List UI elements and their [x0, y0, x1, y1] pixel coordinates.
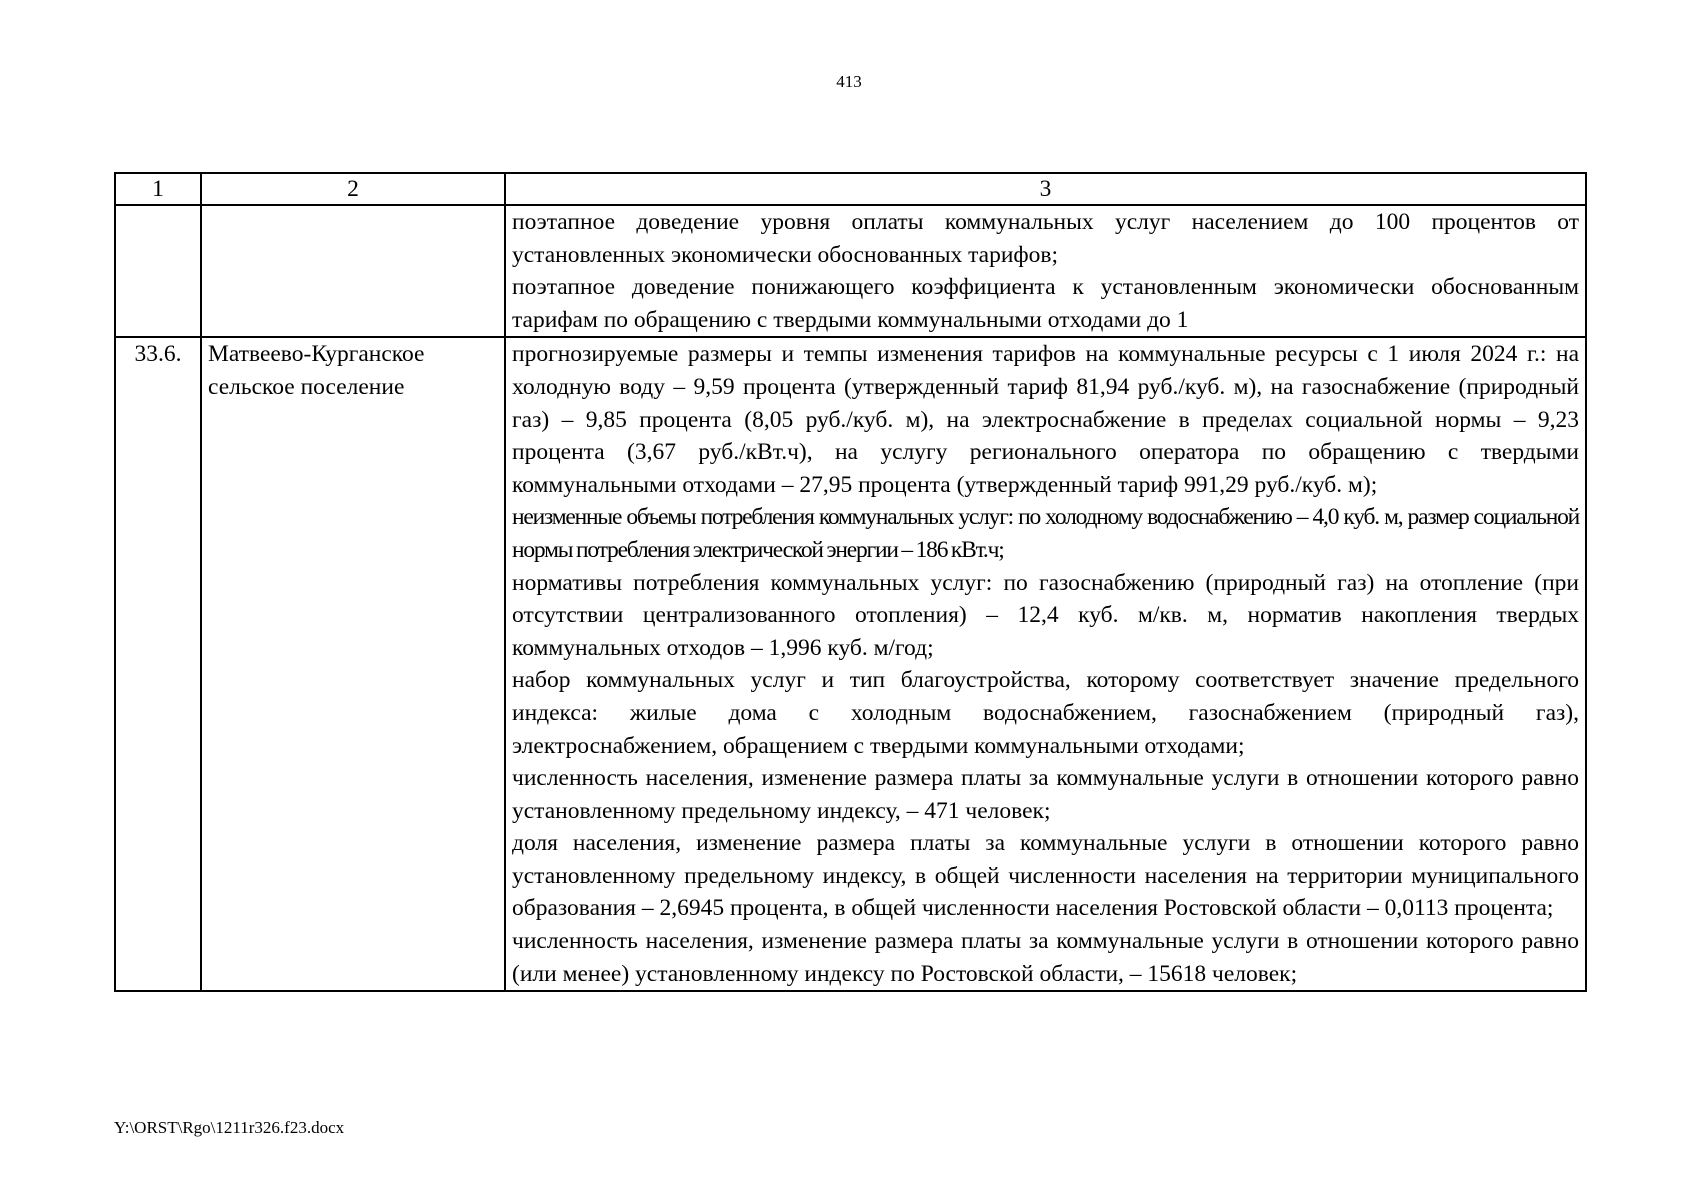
- cell-name-empty: [201, 205, 505, 337]
- column-header-1: 1: [115, 173, 201, 205]
- tariff-table: [114, 172, 1587, 992]
- cell-text: [505, 337, 1586, 991]
- table-row: [115, 337, 1586, 991]
- paragraph: набор коммунальных услуг и тип благоустройства, которому соответствует значение предельного индекса: жилые дома с холодным водоснабжением, газоснабжением (природный газ), электроснабжением, обращением с твердыми коммунальными отходами;: [512, 667, 1579, 759]
- column-header-3: 3: [505, 173, 1586, 205]
- paragraph: поэтапное доведение понижающего коэффициента к установленным экономически обоснованным тарифам по обращению с твердыми коммунальными отходами до 1: [512, 274, 1579, 333]
- cell-text-continuation: [505, 205, 1586, 337]
- paragraph: доля населения, изменение размера платы за коммунальные услуги в отношении которого равно установленному предельному индексу, в общей численности населения на территории муниципального образования – 2,6945 процента, в общей численности населения Ростовской области – 0,0113 процента;: [512, 830, 1579, 922]
- cell-settlement-name: Матвеево-Курганское сельское поселение: [201, 337, 505, 991]
- paragraph: численность населения, изменение размера платы за коммунальные услуги в отношении которого равно установленному предельному индексу, – 471 человек;: [512, 765, 1579, 824]
- cell-row-number: 33.6.: [115, 337, 201, 991]
- paragraph: прогнозируемые размеры и темпы изменения тарифов на коммунальные ресурсы с 1 июля 2024 г.: на холодную воду – 9,59 процента (утвержденный тариф 81,94 руб./куб. м), на газоснабжение (природный газ) – 9,85 процента (8,05 руб./куб. м), на электроснабжение в пределах социальной нормы – 9,23 процента (3,67 руб./кВт.ч), на услугу регионального оператора по обращению с твердыми коммунальными отходами – 27,95 процента (утвержденный тариф 991,29 руб./куб. м);: [512, 341, 1579, 498]
- footer-file-path: Y:\ORST\Rgo\1211r326.f23.docx: [114, 1118, 345, 1137]
- paragraph: поэтапное доведение уровня оплаты коммунальных услуг населением до 100 процентов от установленных экономически обоснованных тарифов;: [512, 209, 1579, 268]
- column-header-2: 2: [201, 173, 505, 205]
- table-row-continuation: [115, 205, 1586, 337]
- cell-number-empty: [115, 205, 201, 337]
- paragraph: неизменные объемы потребления коммунальных услуг: по холодному водоснабжению – 4,0 куб. м, размер социальной нормы потребления электрической энергии – 186 кВт.ч;: [512, 504, 1579, 563]
- paragraph: численность населения, изменение размера платы за коммунальные услуги в отношении которого равно (или менее) установленному индексу по Ростовской области, – 15618 человек;: [512, 928, 1579, 987]
- page-number: 413: [836, 72, 862, 91]
- paragraph: нормативы потребления коммунальных услуг: по газоснабжению (природный газ) на отопление (при отсутствии централизованного отопления) – 12,4 куб. м/кв. м, норматив накопления твердых коммунальных отходов – 1,996 куб. м/год;: [512, 569, 1579, 661]
- table-header-row: [115, 173, 1586, 205]
